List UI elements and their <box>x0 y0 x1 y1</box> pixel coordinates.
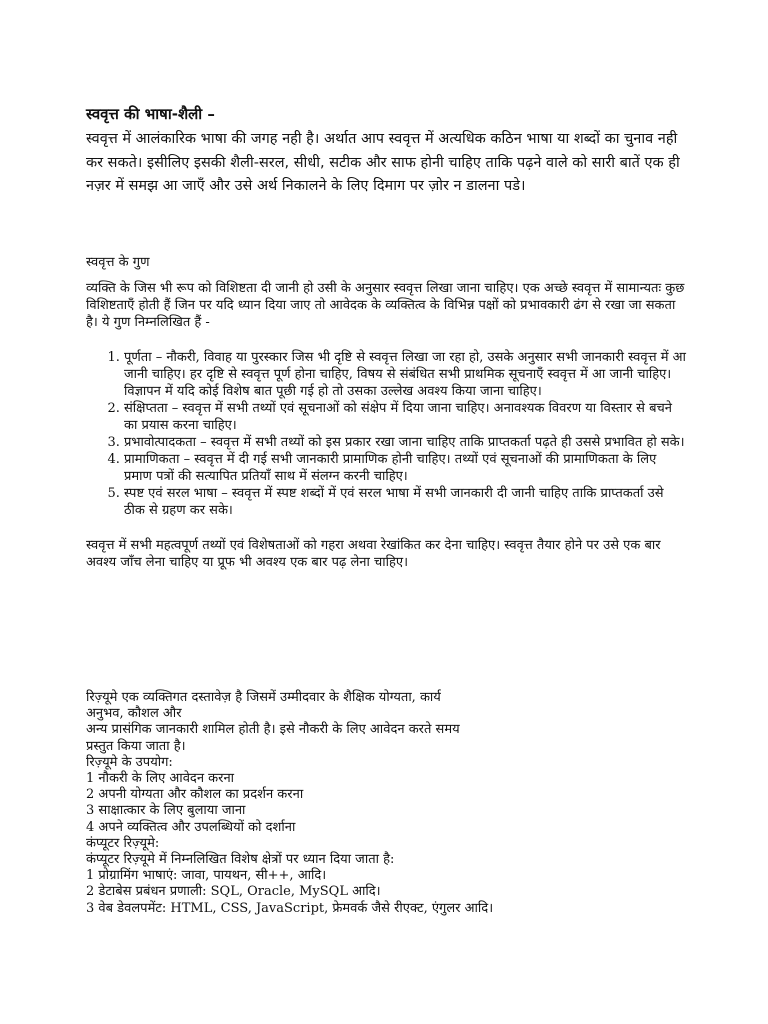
qualities-closing: स्ववृत्त में सभी महत्वपूर्ण तथ्यों एवं विशेषताओं को गहरा अथवा रेखांकित कर देना चाहिए। स्ववृत्त तैयार होने पर उसे एक बार अवश्य जाँच लेना चाहिए या प्रूफ भी अवश्य एक बार पढ़ लेना चाहिए। <box>86 538 661 570</box>
text-line: प्रस्तुत किया जाता है। <box>86 738 186 754</box>
qualities-list <box>86 349 688 519</box>
resume-language-body: स्ववृत्त में आलंकारिक भाषा की जगह नही है। अर्थात आप स्ववृत्त में अत्यधिक कठिन भाषा या शब्दों का चुनाव नही कर सकते। इसीलिए इसकी शैली-सरल, सीधी, सटीक और साफ होनी चाहिए ताकि पढ़ने वाले को सारी बातें एक ही नज़र में समझ आ जाएँ और उसे अर्थ निकालने के लिए दिमाग पर ज़ोर न डालना पडे। <box>86 131 680 194</box>
text-line: कंप्यूटर रिज़्यूमे में निम्नलिखित विशेष क्षेत्रों पर ध्यान दिया जाता है: <box>86 852 395 868</box>
resume-language-section <box>86 104 686 199</box>
qualities-heading: स्ववृत्त के गुण <box>86 255 150 270</box>
qualities-intro: व्यक्ति के जिस भी रूप को विशिष्टता दी जानी हो उसी के अनुसार स्ववृत्त लिखा जाना चाहिए। एक अच्छे स्ववृत्त में सामान्यतः कुछ विशिष्टताएँ होती हैं जिन पर यदि ध्यान दिया जाए तो आवेदक के व्यक्तित्व के विभिन्न पक्षों को प्रभावकारी ढंग से रखा जा सकता है। ये गुण निम्नलिखित हैं - <box>86 281 685 330</box>
text-line: रिज़्यूमे एक व्यक्तिगत दस्तावेज़ है जिसमें उम्मीदवार के शैक्षिक योग्यता, कार्य <box>86 690 441 705</box>
uses-heading: रिज़्यूमे के उपयोग: <box>86 754 173 770</box>
list-item: 2 डेटाबेस प्रबंधन प्रणाली: SQL, Oracle, MySQL आदि। <box>86 884 381 900</box>
list-item: 1 नौकरी के लिए आवेदन करना <box>86 771 235 787</box>
list-item: 3. प्रभावोत्पादकता – स्ववृत्त में सभी तथ्यों को इस प्रकार रखा जाना चाहिए ताकि प्राप्तकर्ता पढ़ते ही उससे प्रभावित हो सके। <box>124 434 688 451</box>
list-item: 2 अपनी योग्यता और कौशल का प्रदर्शन करना <box>86 787 304 803</box>
computer-resume-heading: कंप्यूटर रिज़्यूमे: <box>86 835 160 851</box>
list-item: 2. संक्षिप्तता – स्ववृत्त में सभी तथ्यों एवं सूचनाओं को संक्षेप में दिया जाना चाहिए। अनावश्यक विवरण या विस्तार से बचने का प्रयास करना चाहिए। <box>124 400 688 434</box>
resume-language-heading: स्ववृत्त की भाषा-शैली – <box>86 105 215 123</box>
resume-info-section <box>86 690 688 917</box>
list-item: 1. पूर्णता – नौकरी, विवाह या पुरस्कार जिस भी दृष्टि से स्ववृत्त लिखा जा रहा हो, उसके अनुसार सभी जानकारी स्ववृत्त में आ जानी चाहिए। हर दृष्टि से स्ववृत्त पूर्ण होना चाहिए, विषय से संबंधित सभी प्राथमिक सूचनाएँ स्ववृत्त में आ जानी चाहिए। विज्ञापन में यदि कोई विशेष बात पूछी गई हो तो उसका उल्लेख अवश्य किया जाना चाहिए। <box>124 349 688 400</box>
text-line: अन्य प्रासंगिक जानकारी शामिल होती है। इसे नौकरी के लिए आवेदन करते समय <box>86 722 460 738</box>
text-line: अनुभव, कौशल और <box>86 706 182 722</box>
list-item: 1 प्रोग्रामिंग भाषाएं: जावा, पायथन, सी++, आदि। <box>86 868 327 884</box>
list-item: 5. स्पष्ट एवं सरल भाषा – स्ववृत्त में स्पष्ट शब्दों में एवं सरल भाषा में सभी जानकारी दी जानी चाहिए ताकि प्राप्तकर्ता उसे ठीक से ग्रहण कर सके। <box>124 485 688 519</box>
list-item: 4 अपने व्यक्तित्व और उपलब्धियों को दर्शाना <box>86 819 296 835</box>
resume-qualities-section <box>86 252 688 571</box>
list-item: 3 वेब डेवलपमेंट: HTML, CSS, JavaScript, फ्रेमवर्क जैसे रीएक्ट, एंगुलर आदि। <box>86 900 494 916</box>
list-item: 4. प्रामाणिकता – स्ववृत्त में दी गई सभी जानकारी प्रामाणिक होनी चाहिए। तथ्यों एवं सूचनाओं की प्रामाणिकता के लिए प्रमाण पत्रों की सत्यापित प्रतियाँ साथ में संलग्न करनी चाहिए। <box>124 451 688 485</box>
list-item: 3 साक्षात्कार के लिए बुलाया जाना <box>86 803 246 819</box>
